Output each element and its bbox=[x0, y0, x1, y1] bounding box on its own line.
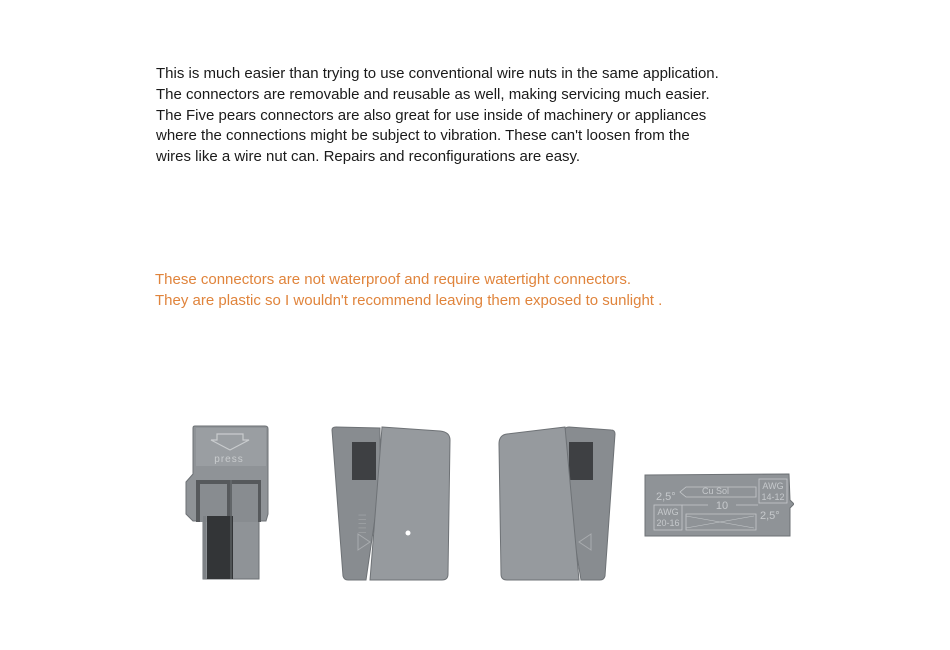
description-line: The Five pears connectors are also great for use inside of machinery or appliances bbox=[156, 106, 707, 124]
svg-text:| | | | |: | | | | | bbox=[358, 514, 367, 534]
awg-label-upper: AWG bbox=[762, 481, 784, 491]
description-paragraph bbox=[156, 64, 836, 168]
description-line: This is much easier than trying to use conventional wire nuts in the same application. bbox=[156, 65, 719, 82]
warning-note bbox=[155, 269, 835, 311]
awg-lower-range: 20-16 bbox=[656, 518, 680, 528]
connector-side-view-left-image bbox=[330, 424, 454, 584]
material-label: Cu Sol bbox=[702, 486, 730, 496]
awg-label-lower: AWG bbox=[657, 507, 679, 517]
warning-line: They are plastic so I wouldn't recommend leaving them exposed to sunlight . bbox=[155, 292, 663, 309]
awg-upper-range: 14-12 bbox=[761, 492, 785, 502]
strip-length-label: 10 bbox=[715, 500, 729, 512]
description-line: wires like a wire nut can. Repairs and reconfigurations are easy. bbox=[156, 148, 581, 166]
press-label: press bbox=[214, 454, 244, 465]
description-line: where the connections might be subject to vibration. These can't loosen from the bbox=[156, 127, 690, 145]
connector-top-view-image bbox=[642, 470, 794, 542]
description-line: The connectors are removable and reusable as well, making servicing much easier. bbox=[156, 85, 710, 103]
angle-right-label: 2,5° bbox=[760, 510, 780, 522]
angle-left-label: 2,5° bbox=[656, 491, 676, 503]
connector-front-view-image bbox=[183, 424, 273, 584]
connector-side-view-right-image bbox=[495, 424, 619, 584]
warning-line: These connectors are not waterproof and require watertight connectors. bbox=[155, 271, 632, 288]
